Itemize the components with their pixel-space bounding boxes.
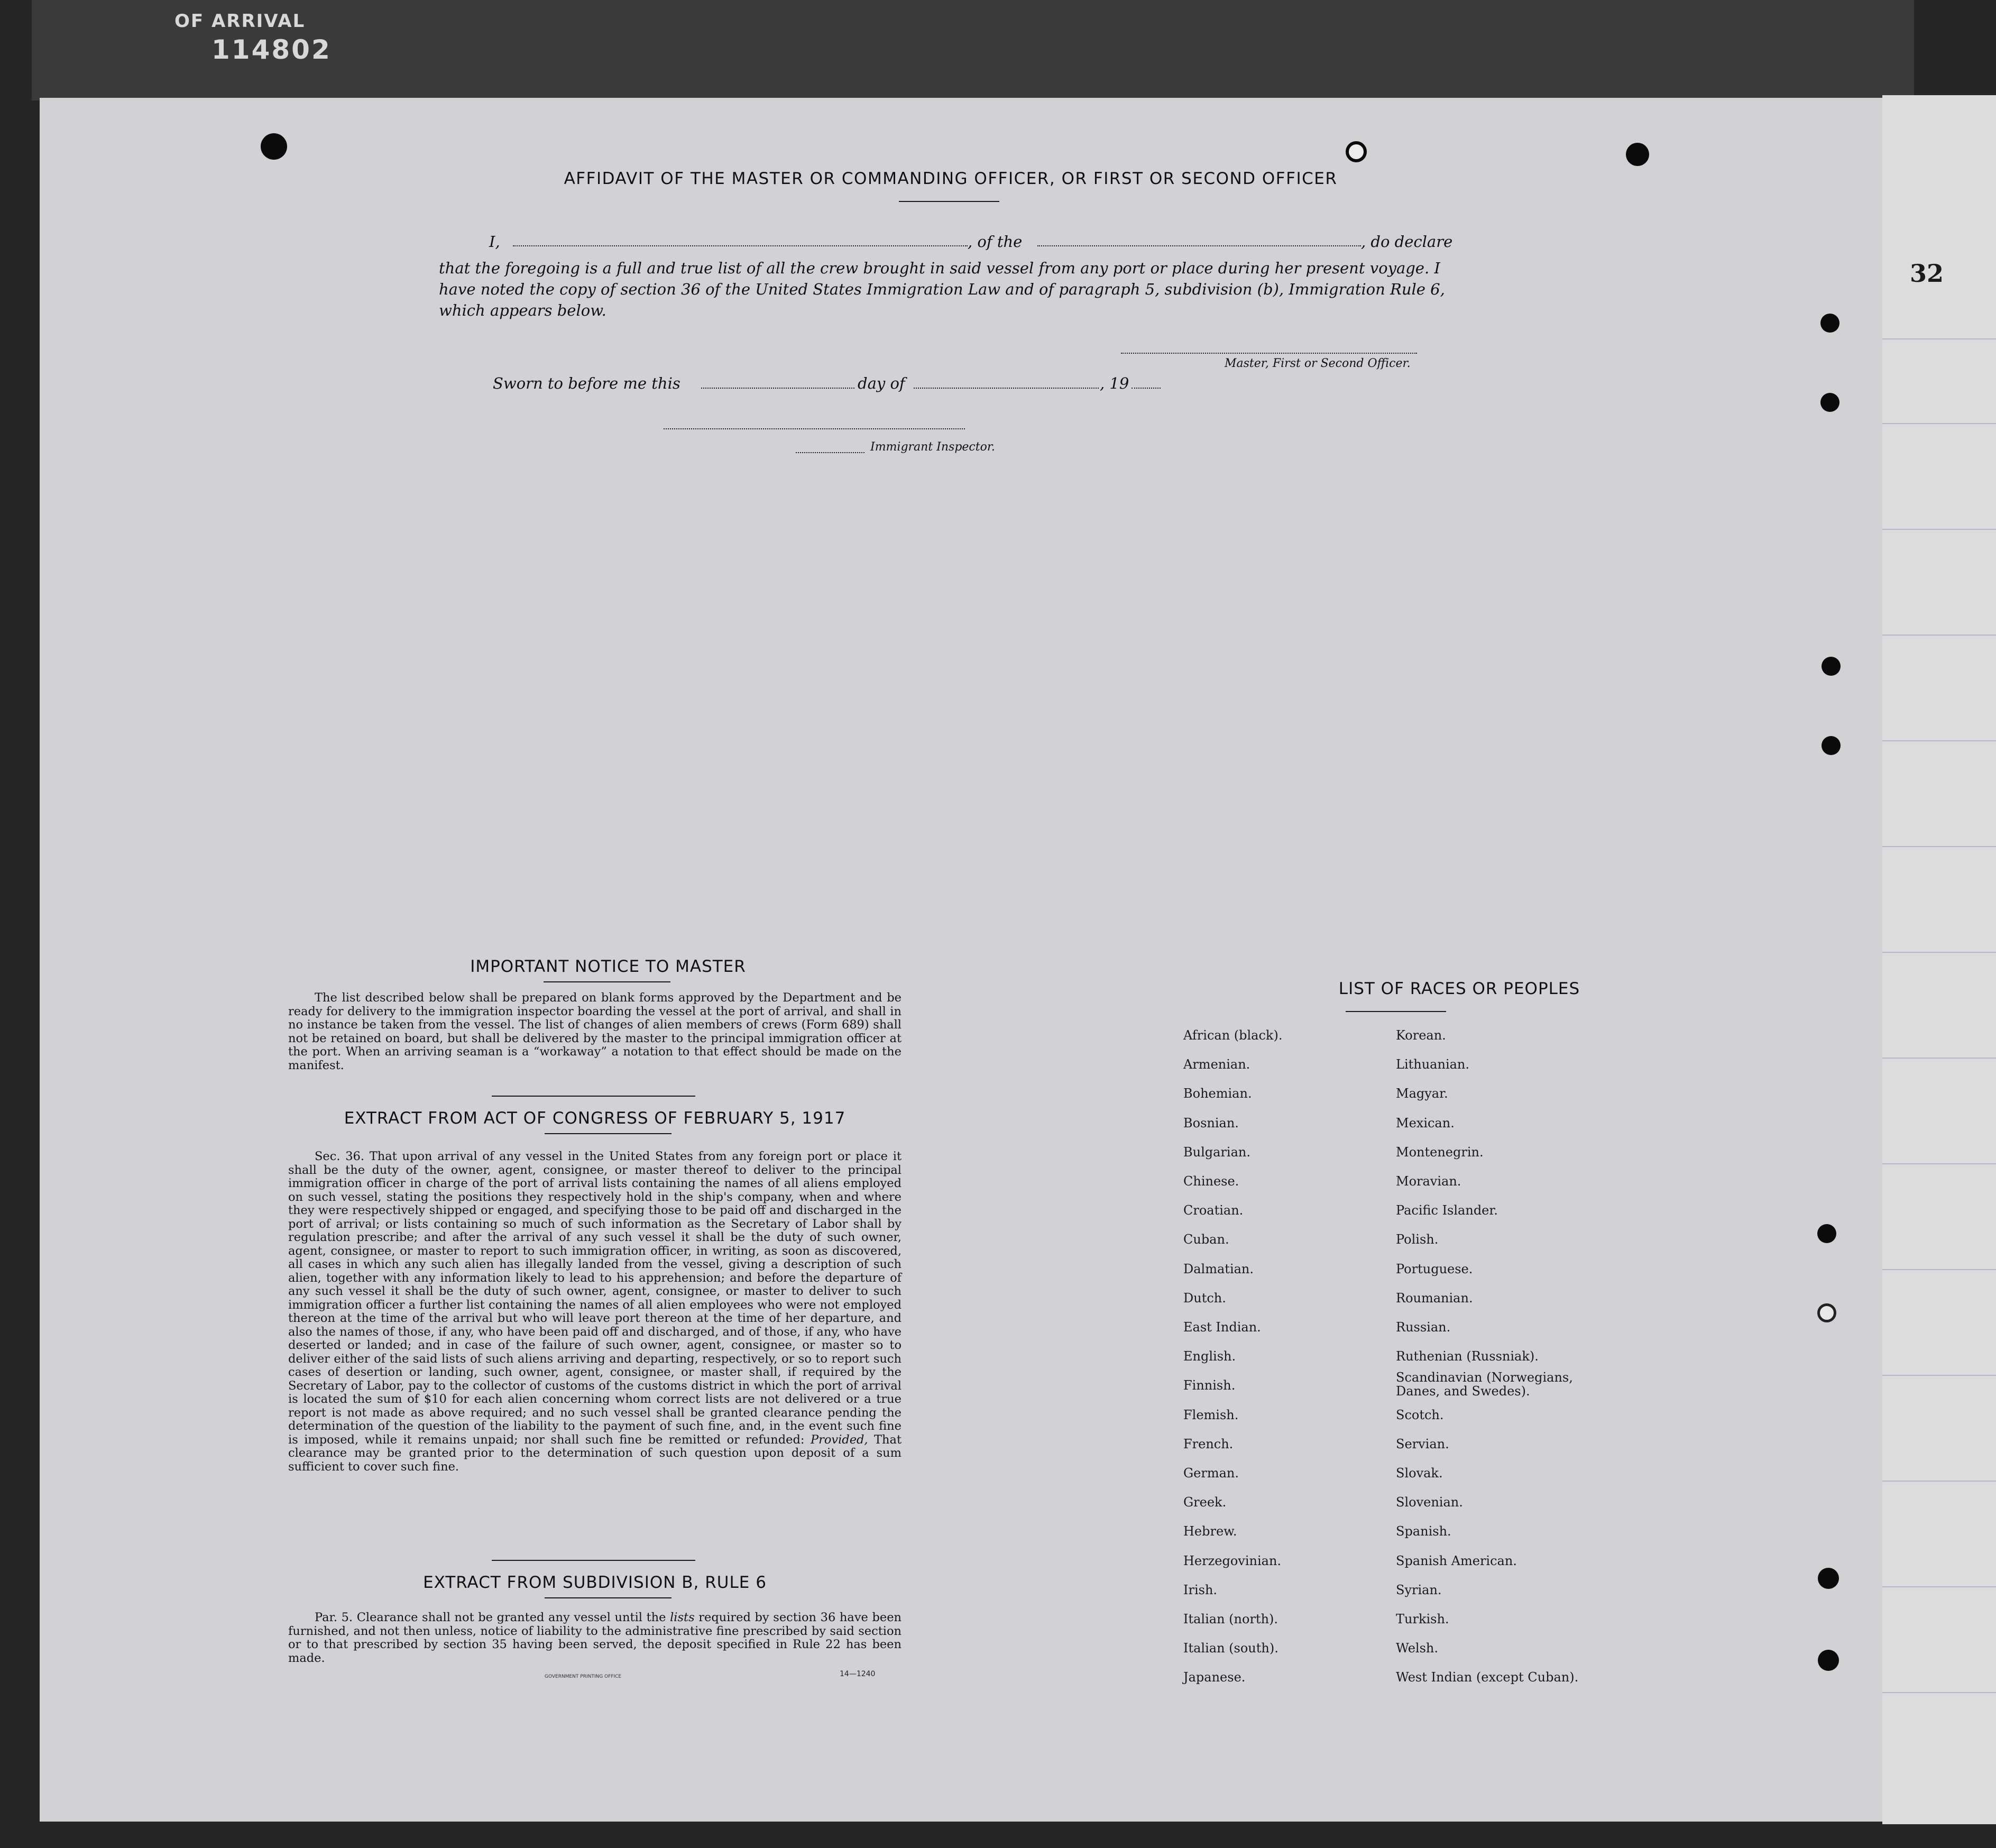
punch-hole (1817, 1224, 1836, 1243)
race-item: Finnish. (1183, 1378, 1236, 1393)
race-item: Irish. (1183, 1582, 1218, 1597)
sworn-day-blank[interactable] (701, 388, 854, 389)
punch-hole (1820, 393, 1839, 412)
extract-rule-body-end: required by section 36 have been furnished, and not then unless, notice of liability to the administrative fine prescribed by said section or to that prescribed by section 35 having been served, the deposit specified in Rule 22 has been made. (288, 1611, 902, 1665)
vessel-blank[interactable] (1037, 245, 1361, 246)
race-item: Turkish. (1396, 1612, 1449, 1626)
race-item: Dutch. (1183, 1290, 1226, 1305)
signature-caption: Master, First or Second Officer. (1225, 357, 1411, 370)
race-item: Servian. (1396, 1436, 1449, 1451)
punch-hole (261, 133, 287, 160)
notice-title: IMPORTANT NOTICE TO MASTER (470, 957, 746, 976)
notice-title-underline (544, 981, 670, 982)
punch-hole (1822, 657, 1841, 676)
sworn-day-of: day of (858, 374, 905, 392)
race-item: Flemish. (1183, 1407, 1239, 1422)
race-item: Italian (south). (1183, 1641, 1278, 1656)
extract-rule-underline (545, 1597, 672, 1598)
race-item: Roumanian. (1396, 1290, 1473, 1305)
race-item: Korean. (1396, 1028, 1446, 1043)
stamp-number: 114802 (211, 34, 332, 65)
punch-hole (1818, 1650, 1839, 1671)
race-item: Slovenian. (1396, 1495, 1463, 1510)
race-item: Syrian. (1396, 1582, 1442, 1597)
section-divider (492, 1560, 695, 1561)
name-blank[interactable] (513, 245, 968, 246)
extract-act-text (288, 1150, 902, 1474)
declaration-i: I, (489, 233, 500, 251)
notice-text (288, 991, 902, 1072)
race-item: Bosnian. (1183, 1115, 1239, 1130)
race-item: Bulgarian. (1183, 1144, 1250, 1160)
race-item: Japanese. (1183, 1670, 1246, 1685)
race-item: Welsh. (1396, 1641, 1438, 1656)
race-item: Bohemian. (1183, 1086, 1252, 1101)
extract-rule-text (288, 1611, 902, 1665)
underlying-page-number: 32 (1910, 259, 1944, 288)
punch-hole (1817, 1303, 1836, 1322)
declaration-of-the: , of the (968, 233, 1023, 251)
race-item: Russian. (1396, 1320, 1451, 1335)
sworn-year: , 19 (1100, 374, 1129, 392)
race-item: French. (1183, 1436, 1234, 1451)
race-item: Slovak. (1396, 1466, 1443, 1481)
punch-hole (1626, 143, 1649, 166)
form-number: 14—1240 (840, 1670, 876, 1678)
race-item: Ruthenian (Russniak). (1396, 1349, 1539, 1364)
race-item: Portuguese. (1396, 1261, 1473, 1276)
notice-body: The list described below shall be prepared on blank forms approved by the Department and be ready for delivery to the immigration inspector boarding the vessel at the port of arrival, and shall in no instance be taken from the vessel. The list of changes of alien members of crews (Form 689) shall not be retained on board, but shall be delivered by the master to the principal immigration officer at the port. When an arriving seaman is a “workaway” a notation to that effect should be made on the manifest. (288, 991, 902, 1072)
extract-act-title: EXTRACT FROM ACT OF CONGRESS OF FEBRUARY 5, 1917 (344, 1109, 846, 1128)
race-item: Spanish American. (1396, 1553, 1517, 1568)
underlying-page-edge (32, 0, 1914, 100)
declaration-body: that the foregoing is a full and true list of all the crew brought in said vessel from any port or place during her present voyage. I have noted the copy of section 36 of the United States Immigration Law and of paragraph 5, subdivision (b), Immigration Rule 6, which appears below. (439, 259, 1445, 319)
race-item: Mexican. (1396, 1115, 1455, 1130)
race-item: Greek. (1183, 1495, 1227, 1510)
race-item: Pacific Islander. (1396, 1203, 1498, 1218)
inspector-caption: Immigrant Inspector. (870, 440, 995, 454)
signature-blank[interactable] (1121, 353, 1417, 354)
race-item: Lithuanian. (1396, 1057, 1470, 1072)
title-underline (899, 201, 999, 202)
race-item: East Indian. (1183, 1320, 1261, 1335)
extract-act-provided: Provided, (810, 1432, 868, 1447)
race-item: Scandinavian (Norwegians, Danes, and Swedes). (1396, 1370, 1573, 1399)
race-item: German. (1183, 1466, 1239, 1481)
extract-rule-body: Par. 5. Clearance shall not be granted any vessel until the (315, 1611, 666, 1624)
races-title-underline (1346, 1011, 1446, 1012)
extract-act-body-end: That clearance may be granted prior to the determination of such question upon deposit of a sum sufficient to cover such fine. (288, 1432, 902, 1474)
extract-act-underline (545, 1133, 672, 1134)
race-item: African (black). (1183, 1028, 1283, 1043)
sworn-year-blank[interactable] (1132, 388, 1161, 389)
race-item: Polish. (1396, 1232, 1439, 1247)
extract-rule-lists: lists (670, 1611, 695, 1624)
race-item: Scotch. (1396, 1407, 1444, 1422)
section-divider (492, 1096, 695, 1097)
sworn-month-blank[interactable] (914, 388, 1099, 389)
race-item: Magyar. (1396, 1086, 1448, 1101)
race-item: Spanish. (1396, 1524, 1451, 1539)
extract-rule-title: EXTRACT FROM SUBDIVISION B, RULE 6 (423, 1573, 767, 1592)
race-item: Montenegrin. (1396, 1144, 1484, 1160)
inspector-signature-blank[interactable] (664, 428, 965, 429)
race-item: Dalmatian. (1183, 1261, 1254, 1276)
race-item: Hebrew. (1183, 1524, 1237, 1539)
race-item: English. (1183, 1349, 1236, 1364)
sworn-text: Sworn to before me this (493, 374, 680, 392)
race-item: Armenian. (1183, 1057, 1250, 1072)
race-item: Chinese. (1183, 1174, 1239, 1189)
race-item: Herzegovinian. (1183, 1553, 1282, 1568)
declaration-line (489, 233, 500, 251)
punch-hole (1818, 1568, 1839, 1589)
declaration-do-declare: , do declare (1361, 233, 1453, 251)
punch-hole (1346, 141, 1367, 162)
races-title: LIST OF RACES OR PEOPLES (1338, 979, 1580, 998)
race-item: Italian (north). (1183, 1612, 1278, 1626)
race-item: Croatian. (1183, 1203, 1244, 1218)
inspector-prefix-blank[interactable] (796, 452, 864, 453)
stamp-label: OF ARRIVAL (174, 11, 306, 32)
affidavit-title: AFFIDAVIT OF THE MASTER OR COMMANDING OFFICER, OR FIRST OR SECOND OFFICER (564, 169, 1338, 188)
punch-hole (1822, 736, 1841, 755)
punch-hole (1820, 314, 1839, 333)
extract-act-body: Sec. 36. That upon arrival of any vessel in the United States from any foreign port or place it shall be the duty of the owner, agent, consignee, or master thereof to deliver to the principal immigration officer in charge of the port of arrival lists containing the names of all aliens employed on such vessel, stating the positions they respectively hold in the ship's company, when and where they were respectively shipped or engaged, and specifying those to be paid off and discharged in the port of arrival; or lists containing so much of such information as the Secretary of Labor shall by regulation prescribe; and after the arrival of any such vessel it shall be the duty of such owner, agent, consignee, or master to report to such immigration officer, in writing, as soon as discovered, all cases in which any such alien has illegally landed from the vessel, giving a description of such alien, together with any information likely to lead to his apprehension; and before the departure of any such vessel it shall be the duty of such owner, agent, consignee, or master to deliver to such immigration officer a further list containing the names of all alien employees who were not employed thereon at the time of the arrival but who will leave port thereon at the time of her departure, and also the names of those, if any, who have been paid off and discharged, and of those, if any, who have deserted or landed; and in case of the failure of such owner, agent, consignee, or master so to deliver either of the said lists of such aliens arriving and departing, respectively, or so to report such cases of desertion or landing, such owner, agent, consignee, or master shall, if required by the Secretary of Labor, pay to the collector of customs of the customs district in which the port of arrival is located the sum of $10 for each alien concerning whom correct lists are not delivered or a true report is not made as above required; and no such vessel shall be granted clearance pending the determination of the question of the liability to the payment of such fine, and, in the event such fine is imposed, while it remains unpaid; nor shall such fine be remitted or refunded: (288, 1150, 902, 1447)
race-item: Moravian. (1396, 1174, 1461, 1189)
arrival-stamp (174, 11, 332, 65)
race-item: Cuban. (1183, 1232, 1229, 1247)
printer-imprint: GOVERNMENT PRINTING OFFICE (545, 1674, 622, 1679)
underlying-page (1882, 95, 1996, 1824)
race-item: West Indian (except Cuban). (1396, 1670, 1579, 1685)
